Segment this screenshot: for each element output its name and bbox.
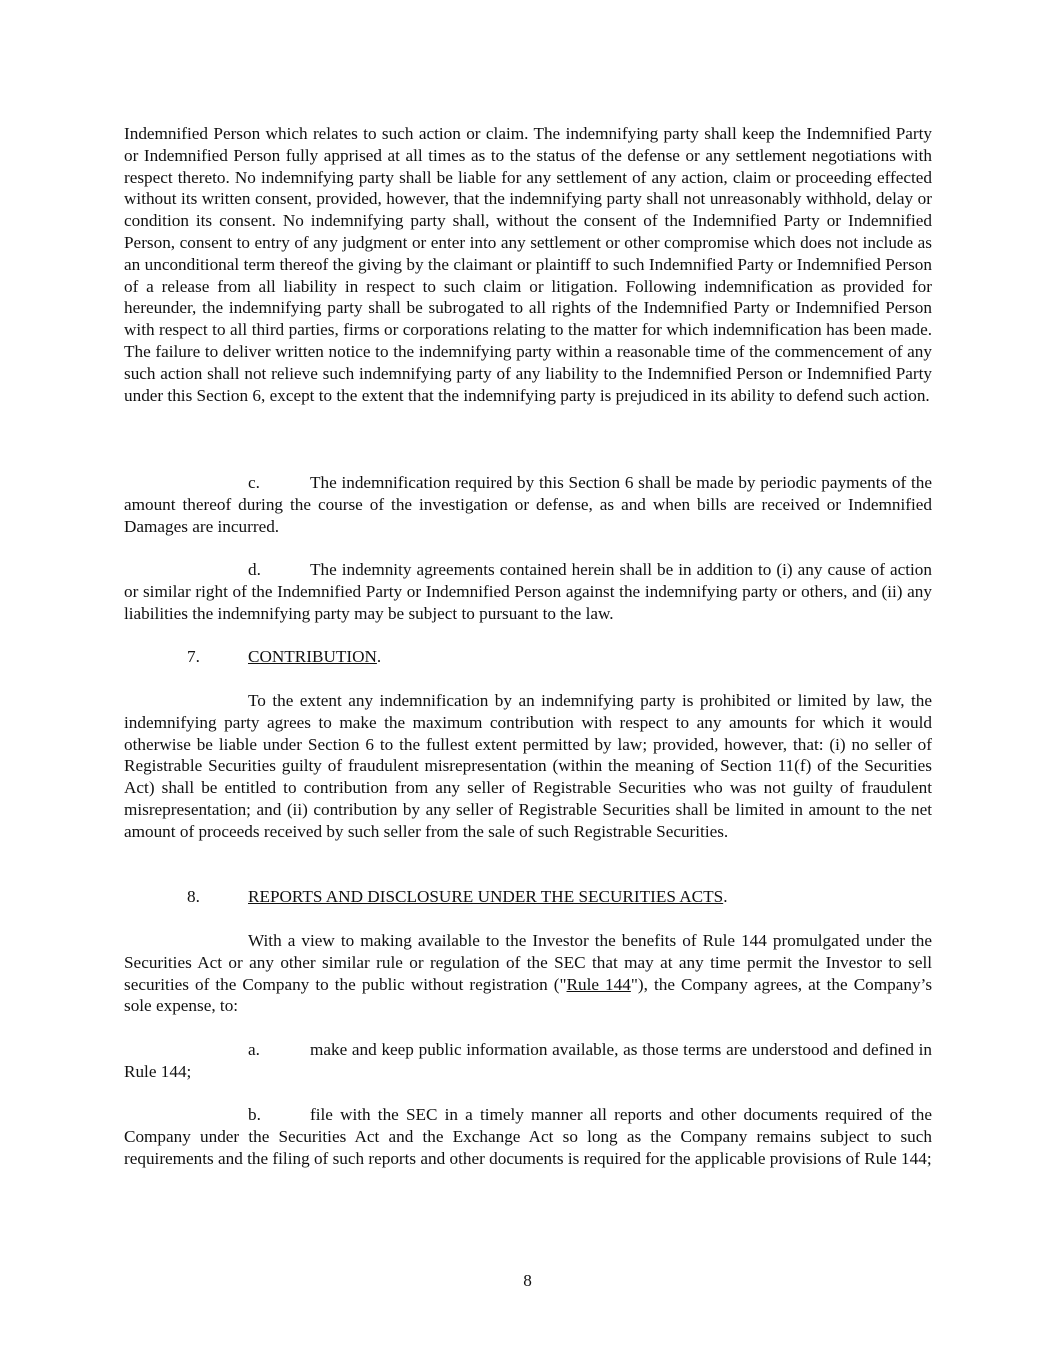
item-text-a: make and keep public information available, as those terms are understood and defined in Rule 144; xyxy=(124,1040,932,1081)
section-7-heading xyxy=(187,646,381,668)
paragraph-a xyxy=(124,1039,932,1083)
item-text-b: file with the SEC in a timely manner all reports and other documents required of the Company under the Securities Act and the Exchange Act so long as the Company remains subject to such requirements and the filing of such reports and other documents is required for the applicable provisions of Rule 144; xyxy=(124,1105,932,1168)
section-8-punct: . xyxy=(723,887,728,906)
item-label-c: c. xyxy=(248,473,260,492)
page-number: 8 xyxy=(523,1271,532,1290)
section-7-title: CONTRIBUTION xyxy=(248,647,377,666)
item-text-d: The indemnity agreements contained herein shall be in addition to (i) any cause of action or similar right of the Indemnified Party or Indemnified Person against the indemnifying party or others, and (ii) any liabilities the indemnifying party may be subject to pursuant to the law. xyxy=(124,560,932,623)
item-label-a: a. xyxy=(248,1040,260,1059)
paragraph-indemnification-continued: Indemnified Person which relates to such action or claim. The indemnifying party shall keep the Indemnified Party or Indemnified Person fully apprised at all times as to the status of the defense or any settlement negotiations with respect thereto. No indemnifying party shall be liable for any settlement of any action, claim or proceeding effected without its written consent, provided, however, that the indemnifying party shall not unreasonably withhold, delay or condition its consent. No indemnifying party shall, without the consent of the Indemnified Party or Indemnified Person, consent to entry of any judgment or enter into any settlement or other compromise which does not include as an unconditional term thereof the giving by the claimant or plaintiff to such Indemnified Party or Indemnified Person of a release from all liability in respect to such claim or litigation. Following indemnification as provided for hereunder, the indemnifying party shall be subrogated to all rights of the Indemnified Party or Indemnified Person with respect to all third parties, firms or corporations relating to the matter for which indemnification has been made. The failure to deliver written notice to the indemnifying party within a reasonable time of the commencement of any such action shall not relieve such indemnifying party of any liability to the Indemnified Person or Indemnified Party under this Section 6, except to the extent that the indemnifying party is prejudiced in its ability to defend such action. xyxy=(124,124,932,405)
paragraph-d xyxy=(124,559,932,624)
reports-text-a: With a view to making available to the Investor the benefits of Rule 144 promulgated under the Securities Act or any other similar rule or regulation of the SEC that may at any time permit the Investor to sell securities of the Company to the public without registration (" xyxy=(124,931,932,994)
item-label-d: d. xyxy=(248,560,261,579)
item-label-b: b. xyxy=(248,1105,261,1124)
section-8-heading xyxy=(187,886,727,908)
section-7-number: 7. xyxy=(187,647,200,666)
section-8-title: REPORTS AND DISCLOSURE UNDER THE SECURITIES ACTS xyxy=(248,887,724,906)
paragraph-b xyxy=(124,1104,932,1169)
paragraph-c xyxy=(124,472,932,537)
section-8-number: 8. xyxy=(187,887,200,906)
paragraph-reports xyxy=(124,930,932,1017)
rule-144-defined-term: Rule 144 xyxy=(566,974,631,994)
paragraph-contribution: To the extent any indemnification by an indemnifying party is prohibited or limited by law, the indemnifying party agrees to make the maximum contribution with respect to any amounts for which it would otherwise be liable under Section 6 to the fullest extent permitted by law; provided, however, that: (i) no seller of Registrable Securities guilty of fraudulent misrepresentation (within the meaning of Section 11(f) of the Securities Act) shall be entitled to contribution from any seller of Registrable Securities who was not guilty of fraudulent misrepresentation; and (ii) contribution by any seller of Registrable Securities shall be limited in amount to the net amount of proceeds received by such seller from the sale of such Registrable Securities. xyxy=(124,691,932,841)
item-text-c: The indemnification required by this Section 6 shall be made by periodic payments of the amount thereof during the course of the investigation or defense, as and when bills are received or Indemnified Damages are incurred. xyxy=(124,473,932,536)
reports-text-b: "), the Company agrees, at the Company’s sole expense, to: xyxy=(124,974,933,1016)
section-7-punct: . xyxy=(376,647,382,666)
